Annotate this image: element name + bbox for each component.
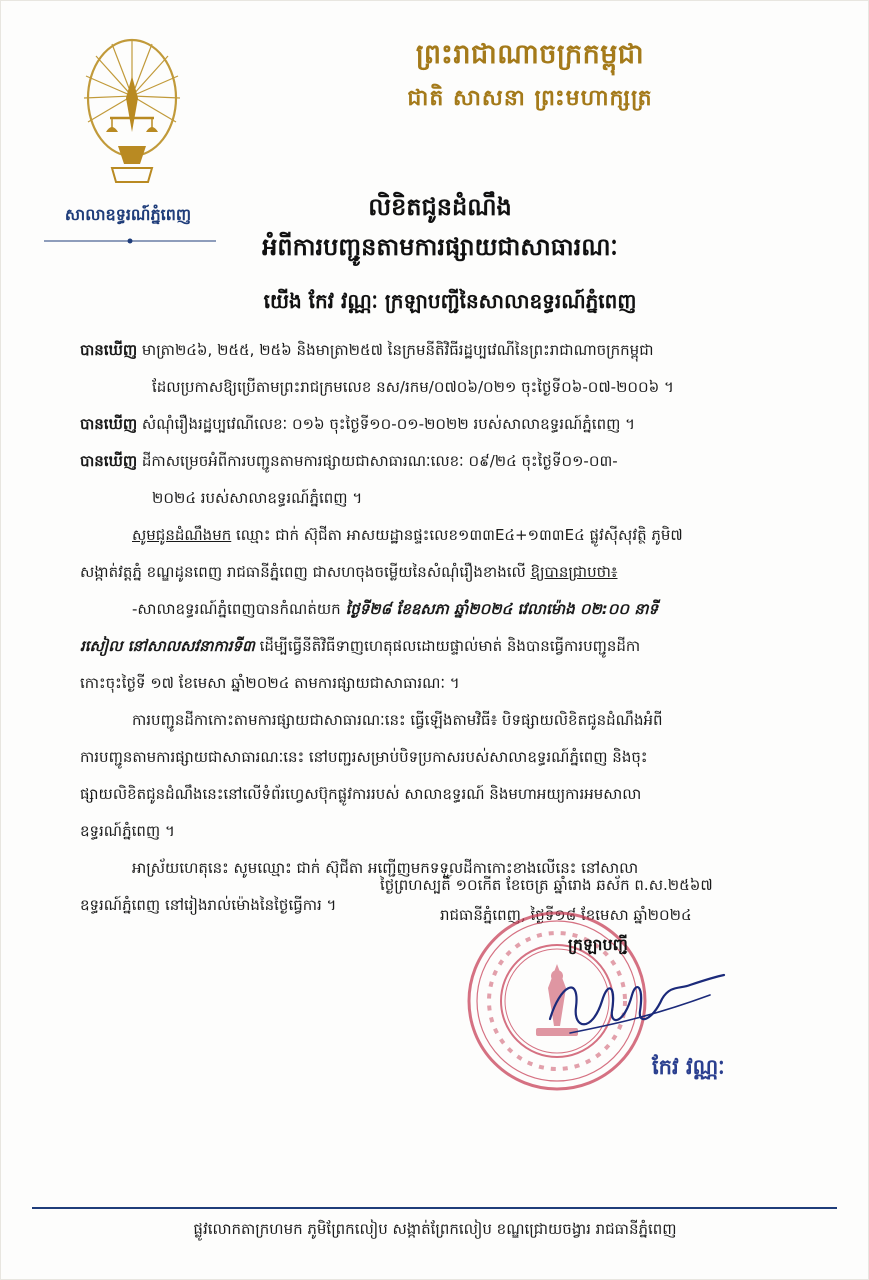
document-body: បានឃើញ មាត្រា២៤៦, ២៥៥, ២៥៦ និងមាត្រា២៥៧ នៃក្រមនីតិវិធីរដ្ឋប្បវេណីនៃព្រះរាជាណាចក្រកម្ពុជា ដែលប្រកាសឱ្យប្រើតាមព្រះរាជក្រមលេខ នស/រកម/០៧០៦/០២១ ចុះថ្ងៃទី០៦-០៧-២០០៦ ។ បានឃើញ សំណុំរឿងរដ្ឋប្បវេណីលេខៈ ០១៦ ចុះថ្ងៃទី១០-០១-២០២២ របស់សាលាឧទ្ធរណ៍ភ្នំពេញ ។ បានឃើញ ដីកាសម្រេចអំពីការបញ្ជូនតាមការផ្សាយជាសាធារណៈលេខៈ ០៩/២៤ ចុះថ្ងៃទី០១-០៣- ២០២៤ របស់សាលាឧទ្ធរណ៍ភ្នំពេញ ។ សូមជូនដំណឹងមក ឈ្មោះ ជាក់ ស៊ុជីតា អាសយដ្ឋានផ្ទះលេខ១៣៣E៤+១៣៣E៤ ផ្លូវស៊ីសុវត្ថិ ភូមិ៧ សង្កាត់វត្តភ្នំ ខណ្ឌដូនពេញ រាជធានីភ្នំពេញ ជាសហចុងចម្លើយនៃសំណុំរឿងខាងលើ ឱ្យបានជ្រាបថា៖ -សាលាឧទ្ធរណ៍ភ្នំពេញបានកំណត់យក ថ្ងៃទី២៨ ខែឧសភា ឆ្នាំ២០២៤ វេលាម៉ោង ០២:០០ នាទី រសៀល នៅសាលសវនាការទី៣ ដើម្បីធ្វើនីតិវិធីទាញហេតុផលដោយផ្ទាល់មាត់ និងបានធ្វើការបញ្ជូនដីកា កោះចុះថ្ងៃទី ១៧ ខែមេសា ឆ្នាំ២០២៤ តាមការផ្សាយជាសាធារណៈ ។ ការបញ្ជូនដីកាកោះតាមការផ្សាយជាសាធារណៈនេះ ធ្វើឡើងតាមវិធី៖ បិទផ្សាយលិខិតជូនដំណឹងអំពី ការបញ្ជូនតាមការផ្សាយជាសាធារណៈនេះ នៅបញ្ជរសម្រាប់បិទប្រកាសរបស់សាលាឧទ្ធរណ៍ភ្នំពេញ និងចុះ ផ្សាយលិខិតជូនដំណឹងនេះនៅលើទំព័រហ្វេសប៊ុកផ្លូវការរបស់ សាលាឧទ្ធរណ៍ និងមហាអយ្យការអមសាលា ឧទ្ធរណ៍ភ្នំពេញ ។ អាស្រ័យហេតុនេះ សូមឈ្មោះ ជាក់ ស៊ុជីតា អញ្ជើញមកទទួលដីកាកោះខាងលើនេះ នៅសាលា ឧទ្ធរណ៍ភ្នំពេញ នៅរៀងរាល់ម៉ោងនៃថ្ងៃធ្វើការ ។ — [80, 332, 810, 924]
national-motto: ជាតិ សាសនា ព្រះមហាក្សត្រ — [407, 86, 653, 111]
document-title: លិខិតជូនដំណឹង — [368, 193, 512, 221]
signer-name: កែវ វណ្ណៈ — [652, 1055, 725, 1079]
consideration-keyword: បានឃើញ — [80, 415, 138, 433]
notice-paragraph: សូមជូនដំណឹងមក ឈ្មោះ ជាក់ ស៊ុជីតា អាសយដ្ឋានផ្ទះលេខ១៣៣E៤+១៣៣E៤ ផ្លូវស៊ីសុវត្ថិ ភូមិ៧ — [132, 526, 683, 544]
court-emblem-icon — [82, 36, 182, 188]
consideration-1: បានឃើញ មាត្រា២៤៦, ២៥៥, ២៥៦ និងមាត្រា២៥៧ នៃក្រមនីតិវិធីរដ្ឋប្បវេណីនៃព្រះរាជាណាចក្រកម្ពុជា — [80, 341, 654, 359]
kingdom-heading: ព្រះរាជាណាចក្រកម្ពុជា — [415, 39, 645, 70]
consideration-keyword: បានឃើញ — [80, 452, 138, 470]
hearing-paragraph: -សាលាឧទ្ធរណ៍ភ្នំពេញបានកំណត់យក ថ្ងៃទី២៨ ខែឧសភា ឆ្នាំ២០២៤ វេលាម៉ោង ០២:០០ នាទី — [132, 600, 659, 618]
consideration-2: បានឃើញ សំណុំរឿងរដ្ឋប្បវេណីលេខៈ ០១៦ ចុះថ្ងៃទី១០-០១-២០២២ របស់សាលាឧទ្ធរណ៍ភ្នំពេញ ។ — [80, 415, 636, 433]
consideration-3: បានឃើញ ដីកាសម្រេចអំពីការបញ្ជូនតាមការផ្សាយជាសាធារណៈលេខៈ ០៩/២៤ ចុះថ្ងៃទី០១-០៣- — [80, 452, 618, 470]
closing-paragraph: អាស្រ័យហេតុនេះ សូមឈ្មោះ ជាក់ ស៊ុជីតា អញ្ជើញមកទទួលដីកាកោះខាងលើនេះ នៅសាលា — [132, 859, 639, 877]
consideration-keyword: បានឃើញ — [80, 341, 138, 359]
publication-paragraph: ការបញ្ជូនដីកាកោះតាមការផ្សាយជាសាធារណៈនេះ ធ្វើឡើងតាមវិធី៖ បិទផ្សាយលិខិតជូនដំណឹងអំពី — [132, 711, 663, 729]
solar-date: រាជធានីភ្នំពេញ, ថ្ងៃទី១៨ ខែមេសា ឆ្នាំ២០២៤ — [440, 906, 692, 924]
document-subtitle: អំពីការបញ្ជូនតាមការផ្សាយជាសាធារណៈ — [262, 233, 618, 261]
footer-divider — [32, 1207, 837, 1209]
issuer-line: យើង កែវ វណ្ណៈ ក្រឡាបញ្ជីនៃសាលាឧទ្ធរណ៍ភ្នំពេញ — [263, 289, 637, 313]
notice-lead: សូមជូនដំណឹងមក — [132, 526, 232, 544]
hearing-date: ថ្ងៃទី២៨ ខែឧសភា ឆ្នាំ២០២៤ វេលាម៉ោង ០២:០០ នាទី — [345, 600, 659, 618]
hearing-room: រសៀល នៅសាលសវនាការទី៣ — [80, 637, 255, 655]
signer-title: ក្រឡាបញ្ជី — [568, 935, 628, 954]
handwritten-signature-icon — [540, 955, 730, 1045]
footer-address: ផ្លូវលោកតាក្រហមក ភូមិព្រែកលៀប សង្កាត់ព្រែកលៀប ខណ្ឌជ្រោយចង្វារ រាជធានីភ្នំពេញ — [193, 1220, 677, 1238]
court-name: សាលាឧទ្ធរណ៍ភ្នំពេញ — [64, 205, 192, 224]
lunar-date: ថ្ងៃព្រហស្បតិ៍ ១០កើត ខែចេត្រ ឆ្នាំរោង ឆស័ក ព.ស.២៥៦៧ — [380, 876, 713, 894]
